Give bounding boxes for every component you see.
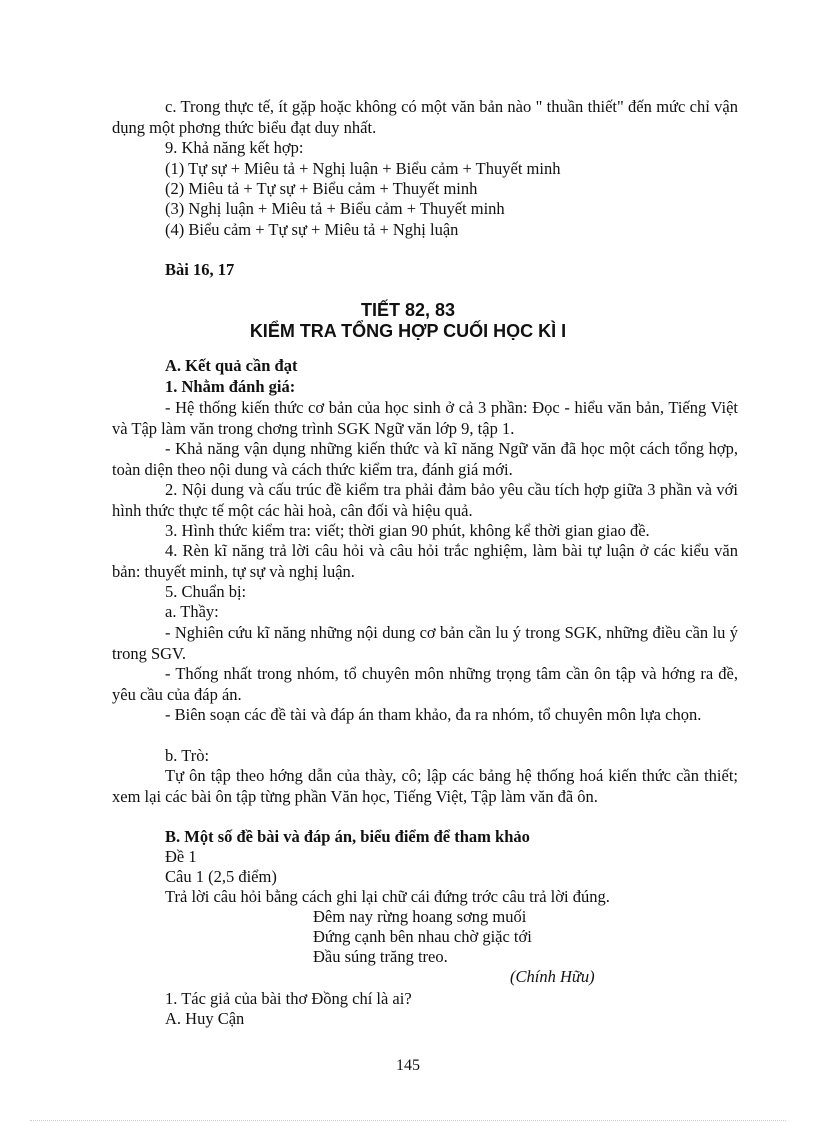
- page-title-line2: KIỂM TRA TỔNG HỢP CUỐI HỌC KÌ I: [249, 321, 567, 341]
- poem-line-1: Đêm nay rừng hoang sơng muối: [313, 907, 527, 926]
- section-a-teacher-item-3: - Biên soạn các đề tài và đáp án tham khảo, đa ra nhóm, tổ chuyên môn lựa chọn.: [165, 705, 702, 724]
- section-a-student: b. Trò:: [165, 746, 210, 765]
- section-a-teacher-item-2: - Thống nhất trong nhóm, tổ chuyên môn những trọng tâm cần ôn tập và hớng ra đề, yêu cầu của đáp án.: [112, 664, 738, 704]
- combination-2: (2) Miêu tả + Tự sự + Biểu cảm + Thuyết minh: [165, 179, 478, 198]
- exam-label: Đề 1: [165, 847, 197, 866]
- section-b-heading: B. Một số đề bài và đáp án, biểu điểm để tham khảo: [165, 827, 530, 846]
- combination-1: (1) Tự sự + Miêu tả + Nghị luận + Biểu cảm + Thuyết minh: [165, 159, 561, 178]
- point-c-paragraph: c. Trong thực tế, ít gặp hoặc không có một văn bản nào " thuần thiết" đến mức chỉ vận dụng một phơng thức biểu đạt duy nhất.: [112, 97, 738, 137]
- combination-3: (3) Nghị luận + Miêu tả + Biểu cảm + Thuyết minh: [165, 199, 505, 218]
- section-a-paragraph-1: - Hệ thống kiến thức cơ bản của học sinh ở cả 3 phần: Đọc - hiểu văn bản, Tiếng Việt và Tập làm văn trong chơng trình SGK Ngữ văn lớp 9, tập 1.: [112, 398, 738, 438]
- section-a-subheading: 1. Nhằm đánh giá:: [165, 377, 296, 396]
- page-title-line1: TIẾT 82, 83: [360, 300, 456, 320]
- option-a: A. Huy Cận: [165, 1009, 245, 1028]
- poem-line-3: Đầu súng trăng treo.: [313, 947, 448, 966]
- section-a-teacher: a. Thầy:: [165, 602, 219, 621]
- combination-heading: 9. Khả năng kết hợp:: [165, 138, 304, 157]
- poem-line-2: Đứng cạnh bên nhau chờ giặc tới: [313, 927, 532, 946]
- page-number: 145: [396, 1057, 420, 1074]
- lesson-label: Bài 16, 17: [165, 260, 235, 279]
- section-a-paragraph-3: 2. Nội dung và cấu trúc đề kiểm tra phải đảm bảo yêu cầu tích hợp giữa 3 phần và với hình thức thực tế một các hài hoà, cân đối và hiệu quả.: [112, 480, 738, 520]
- question-label: Câu 1 (2,5 điểm): [165, 867, 277, 886]
- section-a-prep: 5. Chuẩn bị:: [165, 582, 247, 601]
- poem-author: (Chính Hữu): [510, 967, 595, 986]
- combination-4: (4) Biểu cảm + Tự sự + Miêu tả + Nghị luận: [165, 220, 459, 239]
- section-a-heading: A. Kết quả cần đạt: [165, 356, 298, 375]
- section-a-paragraph-5: 4. Rèn kĩ năng trả lời câu hỏi và câu hỏi trắc nghiệm, làm bài tự luận ở các kiểu văn bản: thuyết minh, tự sự và nghị luận.: [112, 541, 738, 581]
- section-a-teacher-item-1: - Nghiên cứu kĩ năng những nội dung cơ bản cần lu ý trong SGK, những điều cần lu ý trong SGV.: [112, 623, 738, 663]
- section-a-student-item: Tự ôn tập theo hớng dẫn của thày, cô; lập các bảng hệ thống hoá kiến thức cần thiết; xem lại các bài ôn tập từng phần Văn học, Tiếng Việt, Tập làm văn đã ôn.: [112, 766, 738, 806]
- page-bottom-divider: [30, 1120, 786, 1121]
- question-instruction: Trả lời câu hỏi bằng cách ghi lại chữ cái đứng trớc câu trả lời đúng.: [165, 887, 610, 906]
- question-1: 1. Tác giả của bài thơ Đồng chí là ai?: [165, 989, 412, 1008]
- section-a-paragraph-2: - Khả năng vận dụng những kiến thức và kĩ năng Ngữ văn đã học một cách tổng hợp, toàn diện theo nội dung và cách thức kiểm tra, đánh giá mới.: [112, 439, 738, 479]
- section-a-paragraph-4: 3. Hình thức kiểm tra: viết; thời gian 90 phút, không kể thời gian giao đề.: [165, 521, 650, 540]
